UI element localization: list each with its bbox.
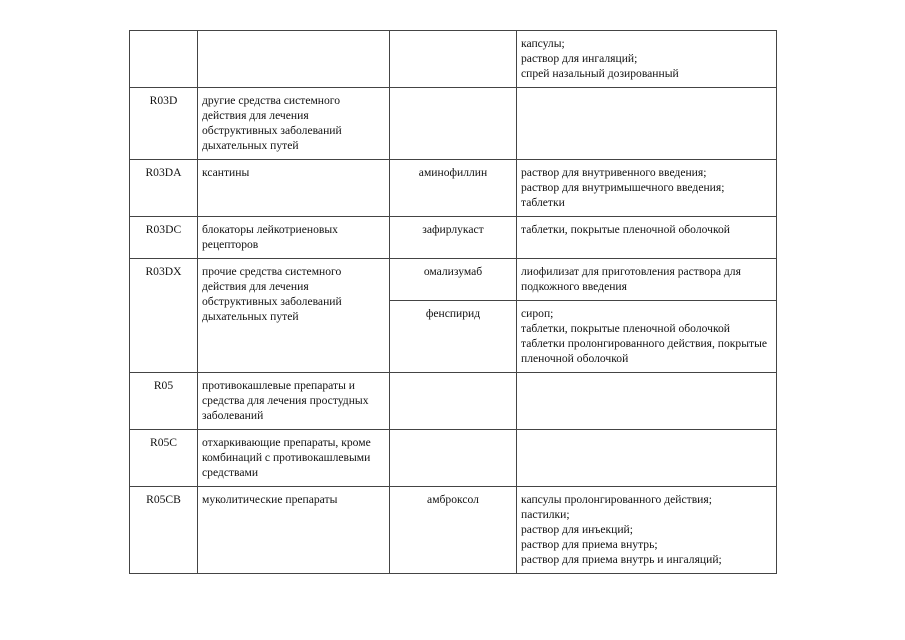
dosage-form-line: пастилки; [521, 508, 570, 521]
atc-code-cell: R05 [130, 373, 198, 430]
table-row [130, 430, 777, 487]
group-name-cell: другие средства системного действия для лечения обструктивных заболеваний дыхательных путей [198, 88, 390, 160]
inn-cell [390, 31, 517, 88]
dosage-form-line: раствор для ингаляций; [521, 52, 638, 65]
inn-cell: амброксол [390, 487, 517, 574]
group-name-cell: ксантины [198, 160, 390, 217]
table-row [130, 487, 777, 574]
dosage-forms-cell [517, 430, 777, 487]
group-name-cell [198, 31, 390, 88]
dosage-form-line: раствор для инъекций; [521, 523, 633, 536]
table-row [130, 31, 777, 88]
table-row [130, 160, 777, 217]
atc-code-cell: R05CB [130, 487, 198, 574]
dosage-forms-cell [517, 259, 777, 301]
dosage-forms-cell [517, 217, 777, 259]
inn-cell: омализумаб [390, 259, 517, 301]
group-name-cell: блокаторы лейкотриеновых рецепторов [198, 217, 390, 259]
inn-cell: фенспирид [390, 301, 517, 373]
dosage-form-line: лиофилизат для приготовления раствора для подкожного введения [521, 265, 741, 293]
dosage-form-line: таблетки [521, 196, 565, 209]
table-row [130, 88, 777, 160]
dosage-form-line: сироп; [521, 307, 554, 320]
dosage-form-line: раствор для приема внутрь и ингаляций; [521, 553, 722, 566]
dosage-forms-cell [517, 31, 777, 88]
atc-code-cell: R03DX [130, 259, 198, 373]
table-row [130, 373, 777, 430]
dosage-form-line: капсулы; [521, 37, 565, 50]
dosage-form-line: раствор для приема внутрь; [521, 538, 658, 551]
dosage-form-line: таблетки пролонгированного действия, покрытые пленочной оболочкой [521, 337, 768, 365]
atc-code-cell [130, 31, 198, 88]
drug-classification-table [129, 30, 777, 574]
inn-cell [390, 430, 517, 487]
dosage-forms-cell [517, 373, 777, 430]
dosage-forms-cell [517, 301, 777, 373]
dosage-form-line: капсулы пролонгированного действия; [521, 493, 712, 506]
atc-code-cell: R03D [130, 88, 198, 160]
atc-code-cell: R03DA [130, 160, 198, 217]
dosage-form-line: спрей назальный дозированный [521, 67, 679, 80]
dosage-form-line: таблетки, покрытые пленочной оболочкой [521, 322, 730, 335]
dosage-forms-cell [517, 487, 777, 574]
inn-cell [390, 373, 517, 430]
dosage-form-line: раствор для внутримышечного введения; [521, 181, 725, 194]
group-name-cell: прочие средства системного действия для лечения обструктивных заболеваний дыхательных путей [198, 259, 390, 373]
inn-cell [390, 88, 517, 160]
inn-cell: зафирлукаст [390, 217, 517, 259]
atc-code-cell: R03DC [130, 217, 198, 259]
group-name-cell: отхаркивающие препараты, кроме комбинаций с противокашлевыми средствами [198, 430, 390, 487]
dosage-form-line: таблетки, покрытые пленочной оболочкой [521, 223, 730, 236]
dosage-forms-cell [517, 160, 777, 217]
group-name-cell: противокашлевые препараты и средства для лечения простудных заболеваний [198, 373, 390, 430]
inn-cell: аминофиллин [390, 160, 517, 217]
table-row [130, 259, 777, 301]
dosage-forms-cell [517, 88, 777, 160]
group-name-cell: муколитические препараты [198, 487, 390, 574]
atc-code-cell: R05C [130, 430, 198, 487]
dosage-form-line: раствор для внутривенного введения; [521, 166, 707, 179]
table-row [130, 217, 777, 259]
